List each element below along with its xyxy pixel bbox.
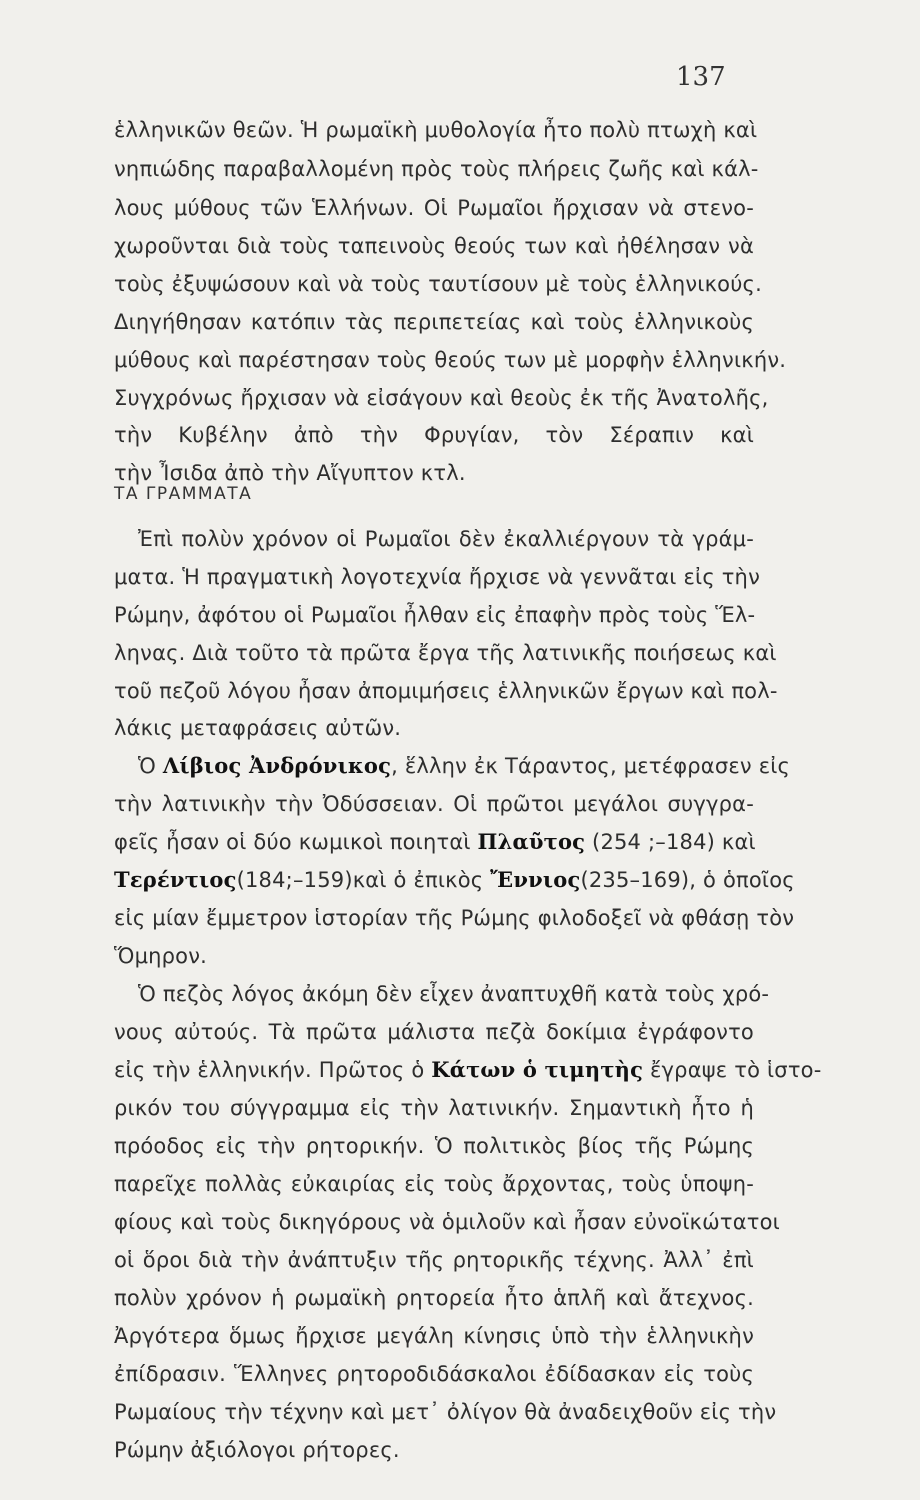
text-line	[114, 866, 795, 894]
text-line: παρεῖχε πολλὰς εὐκαιρίας εἰς τοὺς ἄρχοντας, τοὺς ὑποψη-	[114, 1172, 754, 1196]
text-line: Ρωμαίους τὴν τέχνην καὶ μετ᾽ ὀλίγον θὰ ἀναδειχθοῦν εἰς τὴν	[114, 1400, 777, 1424]
page-number: 137	[676, 62, 726, 92]
text-line: Ὅμηρον.	[114, 944, 208, 968]
text-line: ἐπίδρασιν. Ἕλληνες ρητοροδιδάσκαλοι ἐδίδασκαν εἰς τοὺς	[114, 1362, 754, 1386]
text-line: πολὺν χρόνον ἡ ρωμαϊκὴ ρητορεία ἦτο ἁπλῆ καὶ ἄτεχνος.	[114, 1286, 754, 1310]
text-line: Ρώμην ἀξιόλογοι ρήτορες.	[114, 1438, 400, 1462]
author-name-cato: Κάτων ὁ τιμητὴς	[431, 1057, 644, 1082]
text-line: Συγχρόνως ἤρχισαν νὰ εἰσάγουν καὶ θεοὺς ἐκ τῆς Ἀνατολῆς,	[114, 386, 769, 410]
author-name-plautus: Πλαῦτος	[477, 829, 586, 854]
text-line: πρόοδος εἰς τὴν ρητορικήν. Ὁ πολιτικὸς βίος τῆς Ρώμης	[114, 1134, 754, 1158]
text-run: ἔγραψε τὸ ἱστο-	[643, 1058, 822, 1082]
text-run: (235–169), ὁ ὁποῖος	[580, 868, 795, 892]
text-line: λους μύθους τῶν Ἑλλήνων. Οἱ Ρωμαῖοι ἤρχισαν νὰ στενο-	[114, 196, 754, 220]
text-line: τὴν Ἶσιδα ἀπὸ τὴν Αἴγυπτον κτλ.	[114, 461, 466, 485]
text-line	[114, 828, 754, 856]
text-run: , ἕλλην ἐκ Τάραντος, μετέφρασεν εἰς	[391, 754, 791, 778]
text-line: οἱ ὅροι διὰ τὴν ἀνάπτυξιν τῆς ρητορικῆς τέχνης. Ἀλλ᾽ ἐπὶ	[114, 1248, 754, 1272]
text-line	[138, 752, 791, 780]
text-run: φεῖς ἦσαν οἱ δύο κωμικοὶ ποιηταὶ	[114, 830, 478, 854]
author-name-ennius: Ἔννιος	[490, 867, 581, 892]
text-line: μύθους καὶ παρέστησαν τοὺς θεούς των μὲ μορφὴν ἑλληνικήν.	[114, 348, 787, 372]
text-line: τοῦ πεζοῦ λόγου ἦσαν ἀπομιμήσεις ἑλληνικῶν ἔργων καὶ πολ-	[114, 679, 778, 703]
text-run: (184;–159)καὶ ὁ ἐπικὸς	[236, 868, 491, 892]
text-line: χωροῦνται διὰ τοὺς ταπεινοὺς θεούς των καὶ ἠθέλησαν νὰ	[114, 234, 754, 258]
text-line: Ρώμην, ἀφότου οἱ Ρωμαῖοι ἦλθαν εἰς ἐπαφὴν πρὸς τοὺς Ἕλ-	[114, 603, 756, 627]
text-line: εἰς μίαν ἔμμετρον ἱστορίαν τῆς Ρώμης φιλοδοξεῖ νὰ φθάσῃ τὸν	[114, 906, 795, 930]
text-line: ἑλληνικῶν θεῶν. Ἡ ρωμαϊκὴ μυθολογία ἦτο πολὺ πτωχὴ καὶ	[114, 118, 758, 142]
text-line: τὴν λατινικὴν τὴν Ὀδύσσειαν. Οἱ πρῶτοι μεγάλοι συγγρα-	[114, 792, 754, 816]
author-name-livius: Λίβιος Ἀνδρόνικος	[162, 753, 392, 778]
text-line	[114, 1056, 822, 1084]
text-line: λάκις μεταφράσεις αὐτῶν.	[114, 716, 402, 740]
text-line: ματα. Ἡ πραγματικὴ λογοτεχνία ἤρχισε νὰ γεννᾶται εἰς τὴν	[114, 565, 760, 589]
text-line: νηπιώδης παραβαλλομένη πρὸς τοὺς πλήρεις ζωῆς καὶ κάλ-	[114, 157, 759, 181]
text-line: Διηγήθησαν κατόπιν τὰς περιπετείας καὶ τοὺς ἑλληνικοὺς	[114, 310, 754, 334]
text-line: Ὁ πεζὸς λόγος ἀκόμη δὲν εἶχεν ἀναπτυχθῆ κατὰ τοὺς χρό-	[138, 982, 770, 1006]
text-line: τοὺς ἐξυψώσουν καὶ νὰ τοὺς ταυτίσουν μὲ τοὺς ἑλληνικούς.	[114, 272, 762, 296]
text-line: τὴν Κυβέλην ἀπὸ τὴν Φρυγίαν, τὸν Σέραπιν καὶ	[114, 423, 754, 447]
text-run: Ὁ	[138, 754, 163, 778]
text-line: Ἐπὶ πολὺν χρόνον οἱ Ρωμαῖοι δὲν ἐκαλλιέργουν τὰ γράμ-	[138, 527, 754, 551]
section-heading: ΤΑ ΓΡΑΜΜΑΤΑ	[114, 484, 253, 504]
text-run: εἰς τὴν ἑλληνικήν. Πρῶτος ὁ	[114, 1058, 432, 1082]
text-line: νους αὐτούς. Τὰ πρῶτα μάλιστα πεζὰ δοκίμια ἐγράφοντο	[114, 1020, 754, 1044]
text-line: ληνας. Διὰ τοῦτο τὰ πρῶτα ἔργα τῆς λατινικῆς ποιήσεως καὶ	[114, 641, 777, 665]
text-line: φίους καὶ τοὺς δικηγόρους νὰ ὁμιλοῦν καὶ ἦσαν εὐνοϊκώτατοι	[114, 1210, 780, 1234]
text-line: Ἀργότερα ὅμως ἤρχισε μεγάλη κίνησις ὑπὸ τὴν ἑλληνικὴν	[114, 1324, 754, 1348]
text-run: (254 ;–184) καὶ	[585, 830, 756, 854]
author-name-terence: Τερέντιος	[114, 867, 237, 892]
text-line: ρικόν του σύγγραμμα εἰς τὴν λατινικήν. Σημαντικὴ ἦτο ἡ	[114, 1096, 754, 1120]
